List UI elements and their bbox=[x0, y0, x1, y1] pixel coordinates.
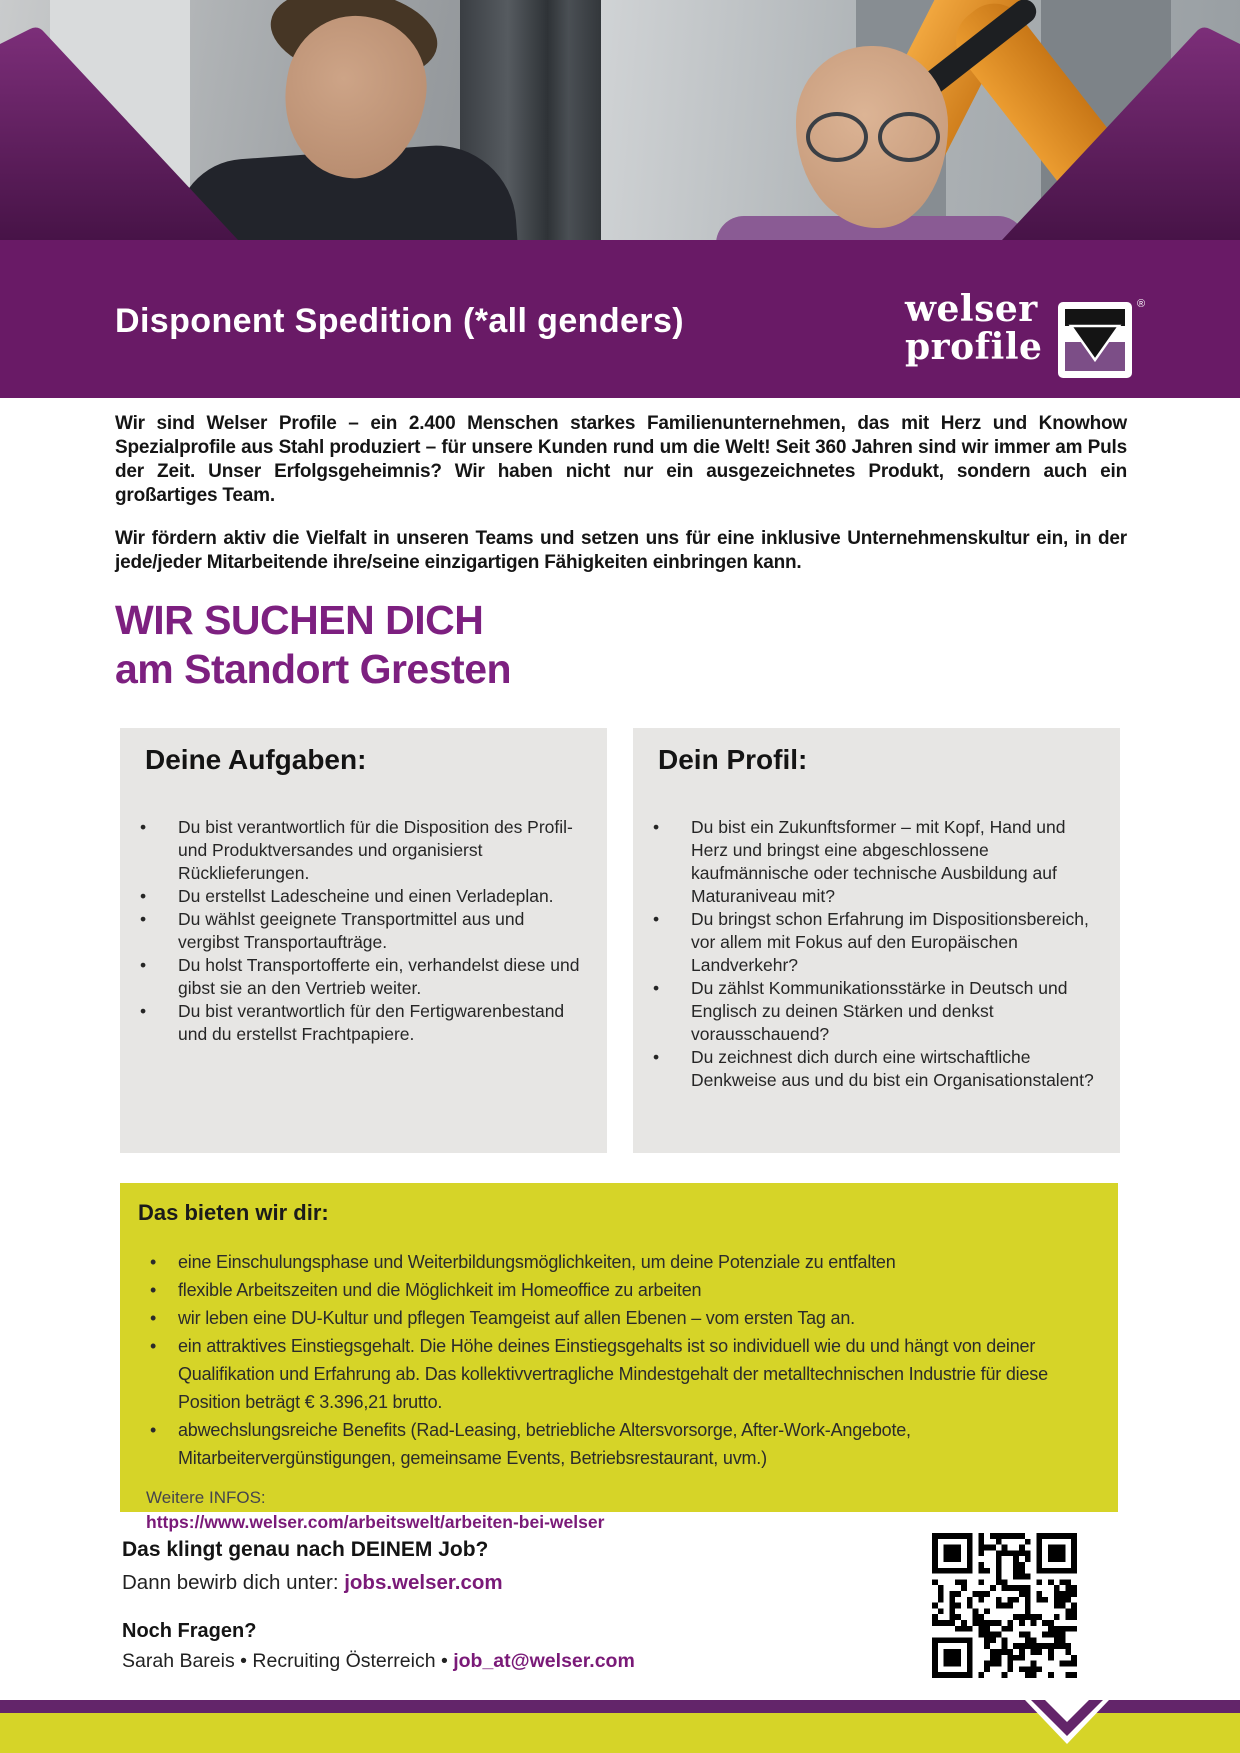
offer-list bbox=[136, 1248, 1088, 1472]
profile-title: Dein Profil: bbox=[658, 744, 808, 775]
logo-wordmark bbox=[905, 290, 1042, 366]
list-item: • Du erstellst Ladescheine und einen Verladeplan. bbox=[120, 885, 581, 908]
headline-line2: am Standort Gresten bbox=[115, 646, 512, 692]
registered-trademark: ® bbox=[1137, 298, 1146, 310]
page-title: Disponent Spedition (*all genders) bbox=[115, 302, 684, 340]
logo-word-welser: welser bbox=[905, 288, 1038, 330]
glasses-icon bbox=[804, 112, 942, 158]
tasks-title: Deine Aufgaben: bbox=[145, 744, 367, 775]
profile-list bbox=[633, 816, 1094, 1092]
welser-profile-logo-icon bbox=[1058, 302, 1132, 378]
logo-word-profile: profile bbox=[905, 326, 1043, 368]
photo-divider bbox=[547, 0, 601, 240]
list-item: • Du wählst geeignete Transportmittel aus und vergibst Transportaufträge. bbox=[120, 908, 581, 954]
list-item: • Du bringst schon Erfahrung im Dispositionsbereich, vor allem mit Fokus auf den Europäischen Landverkehr? bbox=[633, 908, 1094, 977]
list-item: • flexible Arbeitszeiten und die Möglichkeit im Homeoffice zu arbeiten bbox=[136, 1276, 1088, 1304]
list-item: • wir leben eine DU-Kultur und pflegen Teamgeist auf allen Ebenen – vom ersten Tag an. bbox=[136, 1304, 1088, 1332]
intro-paragraph-2: Wir fördern aktiv die Vielfalt in unseren Teams und setzen uns für eine inklusive Unternehmenskultur ein, in der jede/jeder Mitarbeitende ihre/seine einzigartigen Fähigkeiten einbringen kann. bbox=[115, 528, 1127, 573]
recruiter-email-link[interactable]: job_at@welser.com bbox=[453, 1650, 635, 1672]
more-infos-label: Weitere INFOS: bbox=[146, 1488, 266, 1507]
career-site-link[interactable]: https://www.welser.com/arbeitswelt/arbeiten-bei-welser bbox=[146, 1512, 605, 1532]
jobs-portal-link[interactable]: jobs.welser.com bbox=[344, 1571, 503, 1594]
header-photo bbox=[0, 0, 1240, 240]
purple-corner-left bbox=[0, 0, 240, 240]
cta-question: Das klingt genau nach DEINEM Job? bbox=[122, 1538, 489, 1561]
list-item: • ein attraktives Einstiegsgehalt. Die Höhe deines Einstiegsgehalts ist so individuell wie du und hängt von deiner Qualifikation und Erfahrung ab. Das kollektivvertragliche Mindestgehalt der metalltechnischen Industrie für diese Position beträgt € 3.396,21 brutto. bbox=[136, 1332, 1088, 1416]
list-item: • Du bist verantwortlich für die Disposition des Profil- und Produktversandes und organisierst Rücklieferungen. bbox=[120, 816, 581, 885]
offer-box bbox=[120, 1183, 1118, 1532]
list-item: • Du bist verantwortlich für den Fertigwarenbestand und du erstellst Frachtpapiere. bbox=[120, 1000, 581, 1046]
list-item: • Du bist ein Zukunftsformer – mit Kopf, Hand und Herz und bringst eine abgeschlossene kaufmännische oder technische Ausbildung auf Maturaniveau mit? bbox=[633, 816, 1094, 908]
purple-corner-right bbox=[1000, 0, 1240, 240]
title-banner bbox=[0, 240, 1240, 398]
headline bbox=[115, 596, 511, 694]
list-item: • eine Einschulungsphase und Weiterbildungsmöglichkeiten, um deine Potenziale zu entfalten bbox=[136, 1248, 1088, 1276]
profile-box bbox=[633, 728, 1120, 1153]
tasks-list bbox=[120, 816, 581, 1046]
qr-code bbox=[932, 1533, 1077, 1678]
list-item: • Du zeichnest dich durch eine wirtschaftliche Denkweise aus und du bist ein Organisationstalent? bbox=[633, 1046, 1094, 1092]
list-item: • Du holst Transportofferte ein, verhandelst diese und gibst sie an den Vertrieb weiter. bbox=[120, 954, 581, 1000]
headline-line1: WIR SUCHEN DICH bbox=[115, 597, 484, 643]
apply-prefix: Dann bewirb dich unter: bbox=[122, 1571, 345, 1594]
list-item: • Du zählst Kommunikationsstärke in Deutsch und Englisch zu deinen Stärken und denkst vorausschauend? bbox=[633, 977, 1094, 1046]
list-item: • abwechslungsreiche Benefits (Rad-Leasing, betriebliche Altersvorsorge, After-Work-Angebote, Mitarbeitervergünstigungen, gemeinsame Events, Betriebsrestaurant, uvm.) bbox=[136, 1416, 1088, 1472]
tasks-box bbox=[120, 728, 607, 1153]
chevron-down-icon bbox=[1025, 1700, 1109, 1750]
offer-title: Das bieten wir dir: bbox=[138, 1200, 329, 1225]
contact-prefix: Sarah Bareis • Recruiting Österreich • bbox=[122, 1650, 454, 1672]
intro-paragraph-1: Wir sind Welser Profile – ein 2.400 Menschen starkes Familienunternehmen, das mit Herz und Knowhow Spezialprofile aus Stahl produziert – für unsere Kunden rund um die Welt! Seit 360 Jahren sind wir immer am Puls der Zeit. Unser Erfolgsgeheimnis? Wir haben nicht nur ein ausgezeichnetes Produkt, sondern auch ein großartiges Team. bbox=[115, 413, 1127, 506]
questions-title: Noch Fragen? bbox=[122, 1620, 257, 1642]
apply-line bbox=[122, 1571, 503, 1595]
contact-line bbox=[122, 1650, 635, 1673]
